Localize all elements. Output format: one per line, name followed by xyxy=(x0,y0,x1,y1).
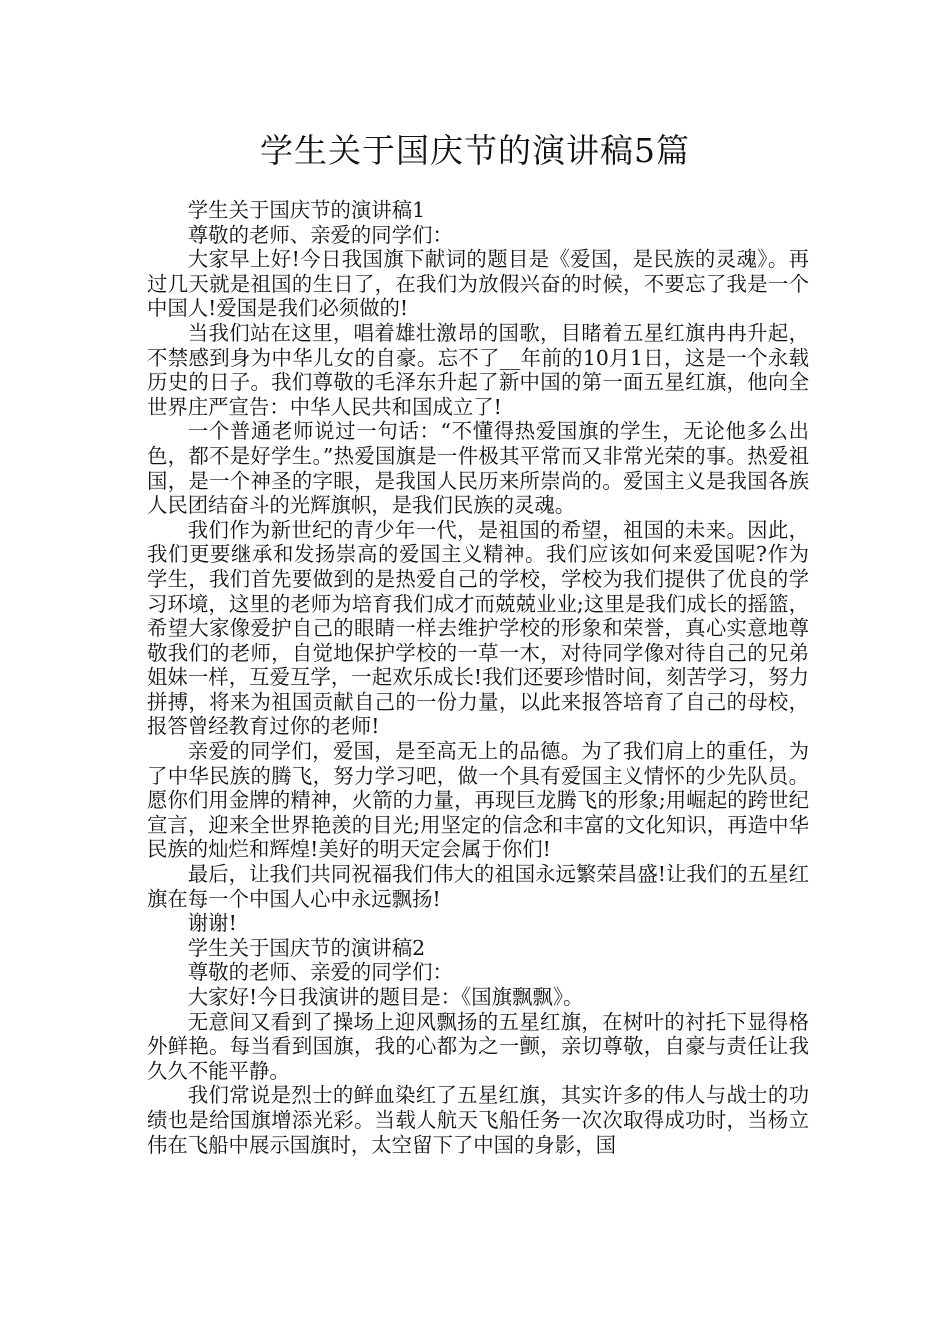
paragraph: 最后，让我们共同祝福我们伟大的祖国永远繁荣昌盛!让我们的五星红旗在每一个中国人心中永远飘扬! xyxy=(147,862,809,911)
paragraph: 我们常说是烈士的鲜血染红了五星红旗，其实许多的伟人与战士的功绩也是给国旗增添光彩。当载人航天飞船任务一次次取得成功时，当杨立伟在飞船中展示国旗时，太空留下了中国的身影，国 xyxy=(147,1083,809,1157)
document-title: 学生关于国庆节的演讲稿5篇 xyxy=(260,131,690,170)
salutation: 尊敬的老师、亲爱的同学们： xyxy=(187,222,453,247)
paragraph: 一个普通老师说过一句话：“不懂得热爱国旗的学生，无论他多么出色，都不是好学生。”热爱国旗是一件极其平常而又非常光荣的事。热爱祖国，是一个神圣的字眼，是我国人民历来所崇尚的。爱国主义是我国各族人民团结奋斗的光辉旗帜，是我们民族的灵魂。 xyxy=(147,419,809,518)
paragraph: 大家好!今日我演讲的题目是：《国旗飘飘》。 xyxy=(187,985,584,1009)
paragraph: 大家早上好!今日我国旗下献词的题目是《爱国，是民族的灵魂》。再过几天就是祖国的生日了，在我们为放假兴奋的时候，不要忘了我是一个中国人!爱国是我们必须做的! xyxy=(147,247,809,321)
paragraph: 我们作为新世纪的青少年一代，是祖国的希望，祖国的未来。因此，我们更要继承和发扬崇高的爱国主义精神。我们应该如何来爱国呢?作为学生，我们首先要做到的是热爱自己的学校，学校为我们提供了优良的学习环境，这里的老师为培育我们成才而兢兢业业;这里是我们成长的摇篮，希望大家像爱护自己的眼睛一样去维护学校的形象和荣誉，真心实意地尊敬我们的老师，自觉地保护学校的一草一木，对待同学像对待自己的兄弟姐妹一样，互爱互学，一起欢乐成长!我们还要珍惜时间，刻苦学习，努力拼搏，将来为祖国贡献自己的一份力量，以此来报答培育了自己的母校，报答曾经教育过你的老师! xyxy=(147,517,809,739)
document-body xyxy=(147,198,809,1157)
paragraph: 当我们站在这里，唱着雄壮激昂的国歌，目睹着五星红旗冉冉升起，不禁感到身为中华儿女的自豪。忘不了__年前的10月1日，这是一个永载历史的日子。我们尊敬的毛泽东升起了新中国的第一面五星红旗，他向全世界庄严宣告：中华人民共和国成立了! xyxy=(147,320,809,419)
salutation: 尊敬的老师、亲爱的同学们： xyxy=(187,960,453,985)
paragraph: 亲爱的同学们，爱国，是至高无上的品德。为了我们肩上的重任，为了中华民族的腾飞，努力学习吧，做一个具有爱国主义情怀的少先队员。愿你们用金牌的精神，火箭的力量，再现巨龙腾飞的形象;用崛起的跨世纪宣言，迎来全世界艳羡的目光;用坚定的信念和丰富的文化知识，再造中华民族的灿烂和辉煌!美好的明天定会属于你们! xyxy=(147,739,809,862)
section-heading-2: 学生关于国庆节的演讲稿2 xyxy=(187,935,426,960)
closing: 谢谢! xyxy=(187,911,237,936)
section-heading-1: 学生关于国庆节的演讲稿1 xyxy=(187,198,426,222)
paragraph: 无意间又看到了操场上迎风飘扬的五星红旗，在树叶的衬托下显得格外鲜艳。每当看到国旗，我的心都为之一颤，亲切尊敬，自豪与责任让我久久不能平静。 xyxy=(147,1009,809,1083)
